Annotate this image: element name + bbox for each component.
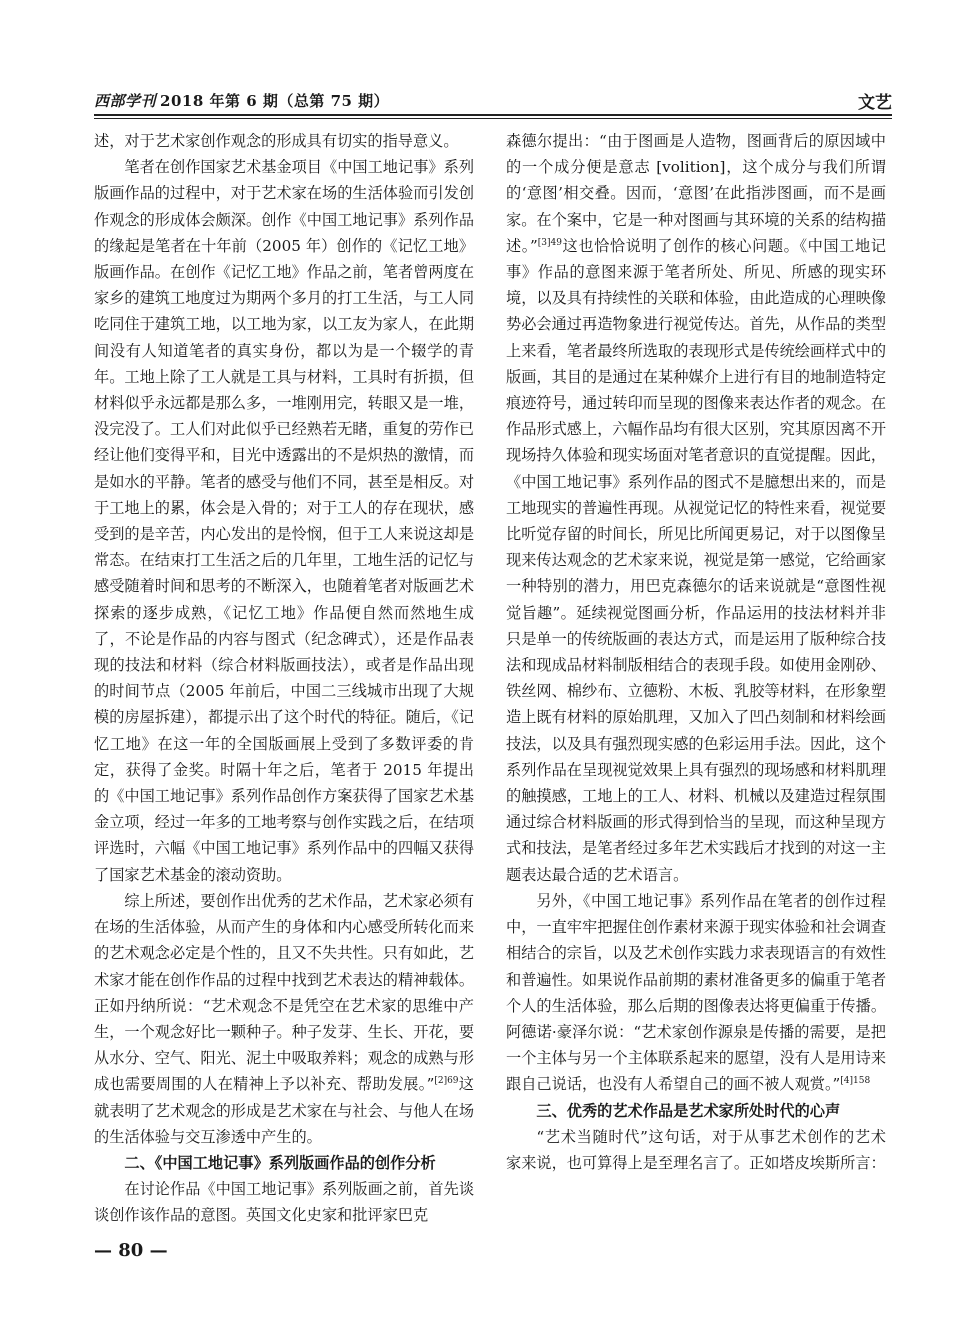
paragraph-text: 综上所述，要创作出优秀的艺术作品，艺术家必须有在场的生活体验，从而产生的身体和内心感受所转化而来的艺术观念必定是个性的，且又不失共性。只有如此，艺术家才能在创作作品的过程中找到艺术表达的精神载体。正如丹纳所说：“艺术观念不是凭空在艺术家的思维中产生，一个观念好比一颗种子。种子发芽、生长、开花，要从水分、空气、阳光、泥土中吸取养料；观念的成熟与形成也需要周围的人在精神上予以补充、帮助发展。” [94, 891, 474, 1094]
paragraph: 在讨论作品《中国工地记事》系列版画之前，首先谈谈创作该作品的意图。英国文化史家和批评家巴克 [94, 1180, 474, 1225]
journal-issue [94, 90, 389, 111]
running-header [94, 88, 892, 112]
page-number: — 80 — [94, 1240, 168, 1261]
section-heading: 二、《中国工地记事》系列版画作品的创作分析 [124, 1153, 436, 1172]
issue-info: 2018 年第 6 期（总第 75 期） [160, 92, 390, 110]
header-rule [94, 114, 892, 116]
paragraph-text: 森德尔提出：“由于图画是人造物，图画背后的原因域中的一个成分便是意志 [volition]，这个成分与我们所谓的‘意图’相交叠。因而，‘意图’在此指涉图画，而不是画家。在个案中，它是一种对图画与其环境的关系的结构描述。” [506, 132, 886, 255]
paragraph [94, 888, 474, 1150]
paragraph: 述，对于艺术家创作观念的形成具有切实的指导意义。 [94, 132, 459, 150]
paragraph-text: 这也恰恰说明了创作的核心问题。《中国工地记事》作品的意图来源于笔者所处、所见、所感的现实环境，以及具有持续性的关联和体验，由此造成的心理映像势必会通过再造物象进行视觉传达。首先，从作品的类型上来看，笔者最终所选取的表现形式是传统绘画样式中的版画，其目的是通过在某种媒介上进行有目的地制造特定痕迹符号，通过转印而呈现的图像来表达作者的观念。在作品形式感上，六幅作品均有很大区别，究其原因离不开现场持久体验和现实场面对笔者意识的直觉提醒。因此，《中国工地记事》系列作品的图式不是臆想出来的，而是工地现实的普遍性再现。从视觉记忆的特性来看，视觉要比听觉存留的时间长，所见比所闻更易记，对于以图像呈现来传达观念的艺术家来说，视觉是第一感觉，它给画家一种特别的潜力，用巴克森德尔的话来说就是“意图性视觉旨趣”。延续视觉图画分析，作品运用的技法材料并非只是单一的传统版画的表达方式，而是运用了版种综合技法和现成品材料制版相结合的表现手段。如使用金刚砂、铁丝网、棉纱布、立德粉、木板、乳胶等材料，在形象塑造上既有材料的原始肌理，又加入了凹凸刻制和材料绘画技法，以及具有强烈现实感的色彩运用手法。因此，这个系列作品在呈现视觉效果上具有强烈的现场感和材料肌理的触摸感，工地上的工人、材料、机械以及建造过程氛围通过综合材料版画的形式得到恰当的呈现，而这种呈现方式和技法，是笔者经过多年艺术实践后才找到的对这一主题表达最合适的艺术语言。 [506, 236, 886, 884]
citation: [3]49 [537, 237, 562, 248]
citation: [2]69 [434, 1076, 459, 1087]
left-column [94, 128, 474, 1229]
paragraph-text: 这就表明了艺术观念的形成是艺术家在与社会、与他人在场的生活体验与交互渗透中产生的。 [94, 1075, 474, 1146]
right-column [506, 128, 886, 1176]
header-rule-thin [94, 118, 892, 119]
journal-logo: 西部学刊 [94, 92, 157, 110]
paragraph: “艺术当随时代”这句话，对于从事艺术创作的艺术家来说，也可算得上是至理名言了。正如塔皮埃斯所言： [506, 1127, 886, 1172]
section-heading: 三、优秀的艺术作品是艺术家所处时代的心声 [536, 1101, 841, 1120]
citation: [4]158 [840, 1076, 871, 1087]
section-label: 文艺 [858, 93, 892, 113]
paragraph-text: 另外，《中国工地记事》系列作品在笔者的创作过程中，一直牢牢把握住创作素材来源于现实体验和社会调查相结合的宗旨，以及艺术创作实践力求表现语言的有效性和普遍性。如果说作品前期的素材准备更多的偏重于笔者个人的生活体验，那么后期的图像表达将更偏重于传播。阿德诺·豪泽尔说：“艺术家创作源泉是传播的需要，是把一个主体与另一个主体联系起来的愿望，没有人是用诗来跟自己说话，也没有人希望自己的画不被人观赏。” [506, 891, 886, 1094]
paragraph: 笔者在创作国家艺术基金项目《中国工地记事》系列版画作品的过程中，对于艺术家在场的生活体验而引发创作观念的形成体会颇深。创作《中国工地记事》系列作品的缘起是笔者在十年前（2005 年）创作的《记忆工地》版画作品。在创作《记忆工地》作品之前，笔者曾两度在家乡的建筑工地度过为期两个多月的打工生活，与工人同吃同住于建筑工地，以工地为家，以工友为家人，在此期间没有人知道笔者的真实身份，都以为是一个辍学的青年。工地上除了工人就是工具与材料，工具时有折损，但材料似乎永远都是那么多，一堆刚用完，转眼又是一堆，没完没了。工人们对此似乎已经熟若无睹，重复的劳作已经让他们变得平和，目光中透露出的不是炽热的激情，而是如水的平静。笔者的感受与他们不同，甚至是相反。对于工地上的累，体会是入骨的；对于工人的存在现状，感受到的是辛苦，内心发出的是怜悯，但于工人来说这却是常态。在结束打工生活之后的几年里，工地生活的记忆与感受随着时间和思考的不断深入，也随着笔者对版画艺术探索的逐步成熟，《记忆工地》作品便自然而然地生成了，不论是作品的内容与图式（纪念碑式），还是作品表现的技法和材料（综合材料版画技法），或者是作品出现的时间节点（2005 年前后，中国二三线城市出现了大规模的房屋拆建），都提示出了这个时代的特征。随后，《记忆工地》在这一年的全国版画展上受到了多数评委的肯定，获得了金奖。时隔十年之后，笔者于 2015 年提出的《中国工地记事》系列作品创作方案获得了国家艺术基金立项，经过一年多的工地考察与创作实践之后，在结项评选时，六幅《中国工地记事》系列作品中的四幅又获得了国家艺术基金的滚动资助。 [94, 158, 474, 884]
paragraph [506, 128, 886, 888]
paragraph [506, 888, 886, 1098]
